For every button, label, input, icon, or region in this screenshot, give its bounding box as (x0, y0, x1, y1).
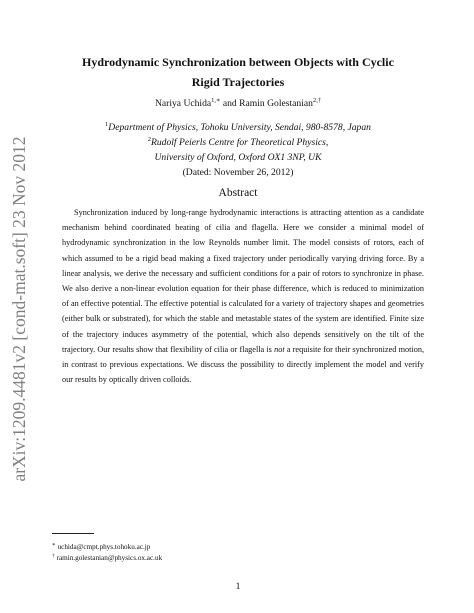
footnote-1-mark: ∗ (52, 542, 56, 548)
author-1-affiliation-mark: 1,∗ (211, 97, 221, 104)
footnotes (52, 542, 432, 564)
page-number: 1 (235, 581, 241, 592)
abstract-text-part-1: Synchronization induced by long-range hydrodynamic interactions is attracting attention as a candidate mechanism behind coordinated beating of cilia and flagella. Here we consider a minimal model of hydrodynamic synchronization in the low Reynolds number limit. The model consists of rotors, each of which assumed to be a rigid bead making a fixed trajectory under periodically varying driving force. By a linear analysis, we derive the necessary and sufficient conditions for a pair of rotors to synchronize in phase. We also derive a non-linear evolution equation for their phase difference, which is reduced to minimization of an effective potential. The effective potential is calculated for a variety of trajectory shapes and geometries (either bulk or substrated), for which the stable and metastable states of the system are identified. Finite size of the trajectory induces asymmetry of the potential, which also depends sensitively on the tilt of the trajectory. Our results show that flexibility of cilia or flagella is (62, 208, 424, 354)
affiliation-2-continued: University of Oxford, Oxford OX1 3NP, UK (154, 152, 322, 163)
footnote-2-email: ramin.golestanian@physics.ox.ac.uk (56, 554, 163, 562)
abstract-text-part-2: a requisite for their synchronized motion, in contrast to previous expectations. We discuss the possibility to directly implement the model and verify our results by optically driven colloids. (62, 344, 425, 385)
abstract-text (62, 205, 424, 387)
affiliation-2 (40, 135, 436, 150)
arxiv-identifier-stamp: arXiv:1209.4481v2 [cond-mat.soft] 23 Nov 2012 (9, 136, 29, 482)
affiliation-1-mark: 1 (105, 121, 109, 128)
footnote-2 (52, 553, 432, 564)
footnote-1 (52, 542, 432, 553)
affiliation-1 (40, 120, 436, 135)
date-line: (Dated: November 26, 2012) (182, 167, 294, 178)
affiliation-1-text: Department of Physics, Tohoku University, Sendai, 980-8578, Japan (108, 122, 371, 133)
affiliations (40, 120, 436, 180)
title-line-1: Hydrodynamic Synchronization between Objects with Cyclic (82, 55, 394, 69)
author-2-affiliation-mark: 2,† (312, 97, 322, 104)
author-conjunction: and (222, 98, 237, 109)
author-name-2: Ramin Golestanian (239, 98, 313, 109)
affiliation-2-mark: 2 (147, 136, 151, 143)
footnote-divider (52, 533, 94, 534)
abstract-emphasis: not (274, 344, 285, 354)
footnote-2-mark: † (52, 553, 55, 559)
footnote-1-email: uchida@cmpt.phys.tohoku.ac.jp (57, 543, 151, 551)
abstract-heading: Abstract (218, 187, 258, 199)
title-line-2: Rigid Trajectories (191, 75, 285, 89)
paper-title (40, 52, 436, 92)
author-list (40, 98, 436, 110)
affiliation-2-text: Rudolf Peierls Centre for Theoretical Physics, (150, 137, 329, 148)
author-name-1: Nariya Uchida (154, 98, 212, 109)
